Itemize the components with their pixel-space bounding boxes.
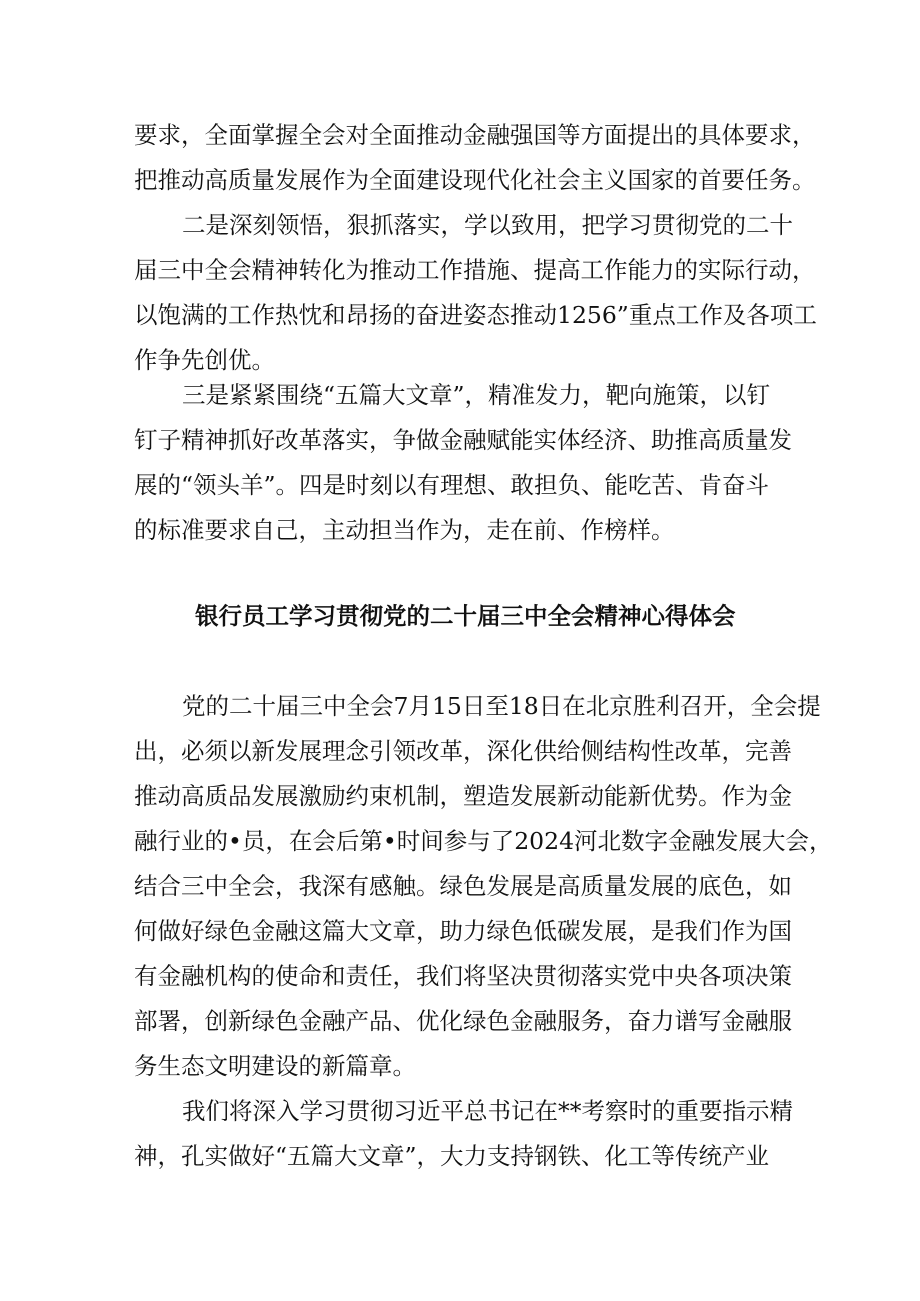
line-text: 出，必须以新发展理念引领改革，深化供给侧结构性改革，完善 xyxy=(134,737,792,765)
text-line xyxy=(0,1046,920,1086)
text-line xyxy=(0,686,920,726)
line-text: 以饱满的工作热忱和昂扬的奋进姿态推动1256”重点工作及各项工 xyxy=(134,301,817,329)
line-text: 展的“领头羊”。四是时刻以有理想、敢担负、能吃苦、肯奋斗 xyxy=(134,471,770,499)
line-text: 有金融机构的使命和责任，我们将坚决贯彻落实党中央各项决策 xyxy=(134,962,792,990)
line-text: 钉子精神抓好改革落实，争做金融赋能实体经济、助推高质量发 xyxy=(134,426,792,454)
text-line xyxy=(0,1091,920,1131)
text-line xyxy=(0,510,920,550)
line-text: 作争先创优。 xyxy=(134,346,275,374)
text-line xyxy=(0,340,920,380)
line-text: 何做好绿色金融这篇大文章，助力绿色低碳发展，是我们作为国 xyxy=(134,917,792,945)
heading-text: 银行员工学习贯彻党的二十届三中全会精神心得体会 xyxy=(195,602,736,630)
text-line xyxy=(0,160,920,200)
line-text: 结合三中全会，我深有感触。绿色发展是高质量发展的底色，如 xyxy=(134,872,792,900)
line-text: 我们将深入学习贯彻习近平总书记在**考察时的重要指示精 xyxy=(182,1097,793,1125)
line-text: 党的二十届三中全会7月15日至18日在北京胜利召开，全会提 xyxy=(182,692,821,720)
text-line xyxy=(0,866,920,906)
line-text: 把推动高质量发展作为全面建设现代化社会主义国家的首要任务。 xyxy=(134,166,816,194)
text-line xyxy=(0,295,920,335)
text-line xyxy=(0,250,920,290)
text-line xyxy=(0,821,920,861)
text-line xyxy=(0,1001,920,1041)
line-text: 部署，创新绿色金融产品、优化绿色金融服务，奋力谱写金融服 xyxy=(134,1007,792,1035)
text-line xyxy=(0,776,920,816)
line-text: 届三中全会精神转化为推动工作措施、提高工作能力的实际行动， xyxy=(134,256,816,284)
line-text: 推动高质品发展激励约束机制，塑造发展新动能新优势。作为金 xyxy=(134,782,792,810)
text-line xyxy=(0,375,920,415)
text-line xyxy=(0,911,920,951)
text-line xyxy=(0,420,920,460)
line-text: 融行业的•员，在会后第•时间参与了2024河北数字金融发展大会， xyxy=(134,827,833,855)
text-line xyxy=(0,115,920,155)
section-heading xyxy=(0,594,920,638)
text-line xyxy=(0,956,920,996)
text-line xyxy=(0,205,920,245)
text-line xyxy=(0,731,920,771)
text-line xyxy=(0,1136,920,1176)
line-text: 神，孔实做好“五篇大文章”，大力支持钢铁、化工等传统产业 xyxy=(134,1142,770,1170)
line-text: 三是紧紧围绕“五篇大文章”，精准发力，靶向施策，以钉 xyxy=(182,381,771,409)
line-text: 的标准要求自己，主动担当作为，走在前、作榜样。 xyxy=(134,516,675,544)
text-line xyxy=(0,465,920,505)
line-text: 二是深刻领悟，狠抓落实，学以致用，把学习贯彻党的二十 xyxy=(182,211,793,239)
line-text: 要求，全面掌握全会对全面推动金融强国等方面提出的具体要求， xyxy=(134,121,816,149)
line-text: 务生态文明建设的新篇章。 xyxy=(134,1052,416,1080)
